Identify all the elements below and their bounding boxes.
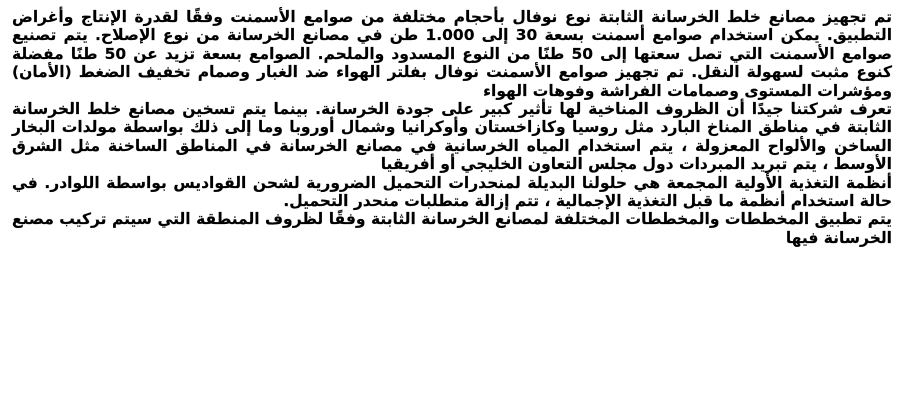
paragraph-feeding-systems: أنظمة التغذية الأولية المجمعة هي حلولنا البديلة لمنحدرات التحميل الضرورية لشحن القواديس بواسطة اللوادر. في حالة استخدام أنظمة ما قبل التغذية الإجمالية ، تتم إزالة متطلبات منحدر التحميل.	[12, 173, 892, 211]
paragraph-climate-conditions: تعرف شركتنا جيدًا أن الظروف المناخية لها تأثير كبير على جودة الخرسانة. بينما يتم تسخين مصانع خلط الخرسانة الثابتة في مناطق المناخ البارد مثل روسيا وكازاخستان وأوكرانيا وشمال أوروبا وما إلى ذلك بواسطة مولدات البخار الساخن والألواح المعزولة ، يتم استخدام المياه الخرسانية في مصانع الخرسانة في المناطق الساخنة مثل الشرق الأوسط ، يتم تبريد المبردات دول مجلس التعاون الخليجي أو أفريقيا	[12, 100, 892, 174]
paragraph-plant-layouts: يتم تطبيق المخططات والمخططات المختلفة لمصانع الخرسانة الثابتة وفقًا لظروف المنطقة التي سيتم تركيب مصنع الخرسانة فيها	[12, 210, 892, 247]
paragraph-cement-silos: تم تجهيز مصانع خلط الخرسانة الثابتة نوع نوفال بأحجام مختلفة من صوامع الأسمنت وفقًا لقدرة الإنتاج وأغراض التطبيق. يمكن استخدام صوامع أسمنت بسعة 30 إلى 1.000 طن في مصانع الخرسانة من نوع الإصلاح. يتم تصنيع صوامع الأسمنت التي تصل سعتها إلى 50 طنًا من النوع المسدود والملحم. الصوامع بسعة تزيد عن 50 طنًا مفضلة كنوع مثبت لسهولة النقل. تم تجهيز صوامع الأسمنت نوفال بفلتر الهواء ضد الغبار وصمام تخفيف الضغط (الأمان) ومؤشرات المستوى وصمامات الفراشة وفوهات الهواء	[12, 8, 893, 100]
